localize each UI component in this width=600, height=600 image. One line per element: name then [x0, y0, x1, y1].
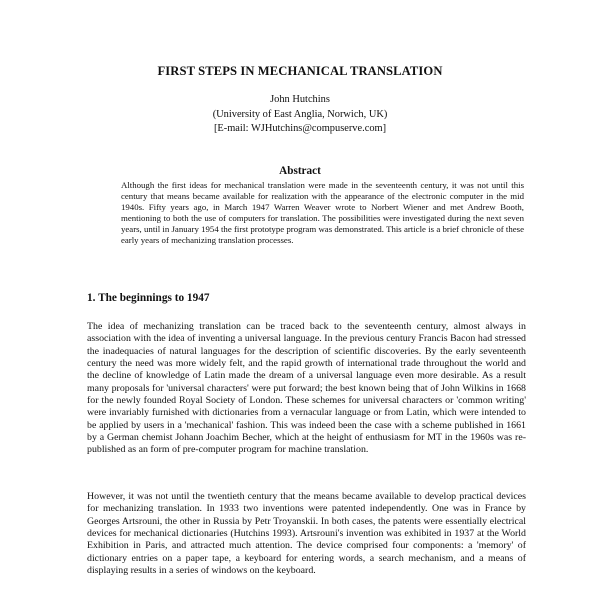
abstract-heading: Abstract — [279, 165, 321, 177]
author-block — [0, 93, 600, 137]
paper-title: FIRST STEPS IN MECHANICAL TRANSLATION — [157, 64, 443, 78]
body-paragraph: The idea of mechanizing translation can be traced back to the seventeenth century, almost always in association with the idea of inventing a universal language. In the previous century Francis Bacon had stressed the inadequacies of natural languages for the description of scientific discoveries. By the early seventeenth century the need was more widely felt, and the rapid growth of international trade throughout the world and the decline of knowledge of Latin made the dream of a universal language even more desirable. As a result many proposals for 'universal characters' were put forward; the best known being that of John Wilkins in 1668 for the newly founded Royal Society of London. These schemes for universal characters or 'common writing' were invariably furnished with dictionaries from a vernacular language or from Latin, which were intended to be applied by users in a 'mechanical' fashion. This was indeed been the case with a scheme published in 1661 by a German chemist Johann Joachim Becher, which at the height of enthusiasm for MT in the 1960s was re-published as an form of pre-computer program for machine translation. — [87, 321, 526, 456]
author-affiliation: (University of East Anglia, Norwich, UK) — [212, 108, 388, 120]
author-name: John Hutchins — [270, 94, 330, 105]
section-heading: 1. The beginnings to 1947 — [87, 292, 210, 304]
abstract-text: Although the first ideas for mechanical translation were made in the seventeenth century, it was not until this century that means became available for realization with the appearance of the electronic computer in the mid 1940s. Fifty years ago, in March 1947 Warren Weaver wrote to Norbert Wiener and met Andrew Booth, mentioning to both the use of computers for translation. The possibilities were investigated during the next seven years, until in January 1954 the first prototype program was demonstrated. This article is a brief chronicle of these early years of mechanizing translation processes. — [121, 180, 524, 245]
body-paragraph: However, it was not until the twentieth century that the means became available to develop practical devices for mechanizing translation. In 1933 two inventions were patented independently. One was in France by Georges Artsrouni, the other in Russia by Petr Troyanskii. In both cases, the patents were essentially electrical devices for mechanical dictionaries (Hutchins 1993). Artsrouni's invention was exhibited in 1937 at the World Exhibition in Paris, and attracted much attention. The device comprised four components: a 'memory' of dictionary entries on a paper tape, a keyboard for entering words, a search mechanism, and a means of displaying results in a series of windows on the keyboard. — [87, 491, 526, 577]
author-email: [E-mail: WJHutchins@compuserve.com] — [213, 123, 387, 135]
